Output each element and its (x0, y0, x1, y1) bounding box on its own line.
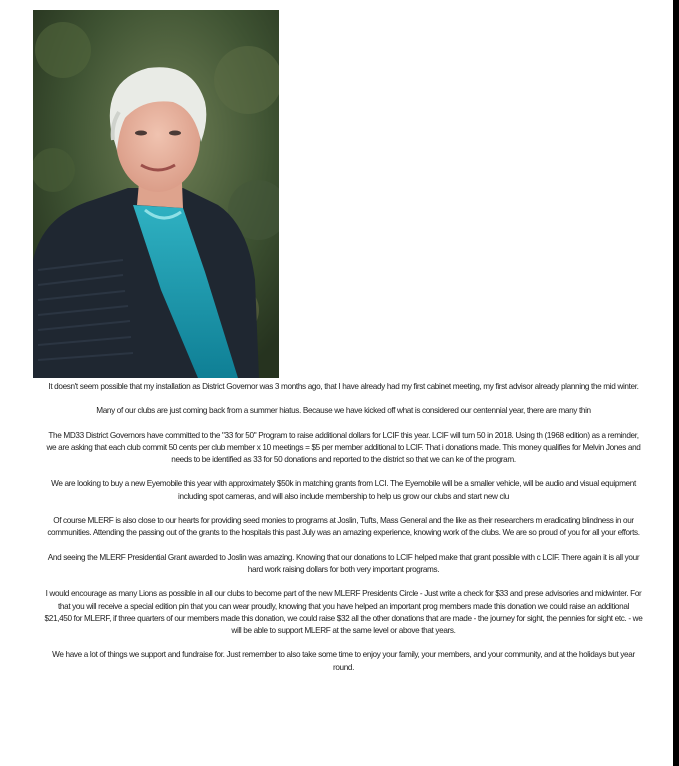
letter-paragraph-presidents-circle: I would encourage as many Lions as possible in all our clubs to become part of the new MLERF Presidents Circle - Just write a check for $33 and prese advisories and midwinter. For that you will receive a special edition pin that you can wear proudly, knowing that you have helped an important prog members made this donation we could raise an additional $21,450 for MLERF, if three quarters of our members made this donation, we could raise $32 all the other donations that are made - the journey for sight, the pennies for sight etc. - we will be able to support MLERF at the same level or above that years. (44, 589, 643, 636)
district-governor-portrait (33, 10, 279, 378)
page-edge-bar (673, 0, 679, 766)
letter-paragraph-33-for-50: The MD33 District Governors have committed to the "33 for 50" Program to raise additional dollars for LCIF this year. LCIF will turn 50 in 2018. Using th (1968 edition) as a reminder, we are asking that each club commit 50 cents per club member x 10 meetings = $5 per member additional to LCIF. That i donations made. This money qualifies for Melvin Jones and needs to be identified as 33 for 50 donations and reported to the district so that we can ke of the program. (46, 430, 641, 465)
letter-paragraph-mlerf: Of course MLERF is also close to our hearts for providing seed monies to programs at Joslin, Tufts, Mass General and the like as their researchers m eradicating blindness in our communities. Attending the passing out of the grants to the hospitals this past July was an amazing experience, knowing work of the clubs. We are so proud of you for all your efforts. (47, 516, 640, 538)
letter-paragraph-closing: We have a lot of things we support and fundraise for. Just remember to also take some time to enjoy your family, your members, and your community, and at the holidays but year round. (52, 650, 635, 672)
letter-paragraph-summer-hiatus: Many of our clubs are just coming back from a summer hiatus. Because we have kicked off what is considered our centennial year, there are many thin (96, 406, 591, 416)
letter-body (44, 381, 643, 731)
letter-paragraph-presidential-grant: And seeing the MLERF Presidential Grant awarded to Joslin was amazing. Knowing that our donations to LCIF helped make that grant possible with c LCIF. There again it is all your hard work raising dollars for both very important programs. (47, 552, 640, 574)
letter-paragraph-installation: It doesn't seem possible that my installation as District Governor was 3 months ago, that I have already had my first cabinet meeting, my first advisor already planning the mid winter. (48, 382, 639, 391)
letter-paragraph-eyemobile: We are looking to buy a new Eyemobile this year with approximately $50k in matching grants from LCI. The Eyemobile will be a smaller vehicle, will be audio and visual equipment including spot cameras, and will also include membership to help us grow our clubs and start new clu (51, 479, 636, 501)
